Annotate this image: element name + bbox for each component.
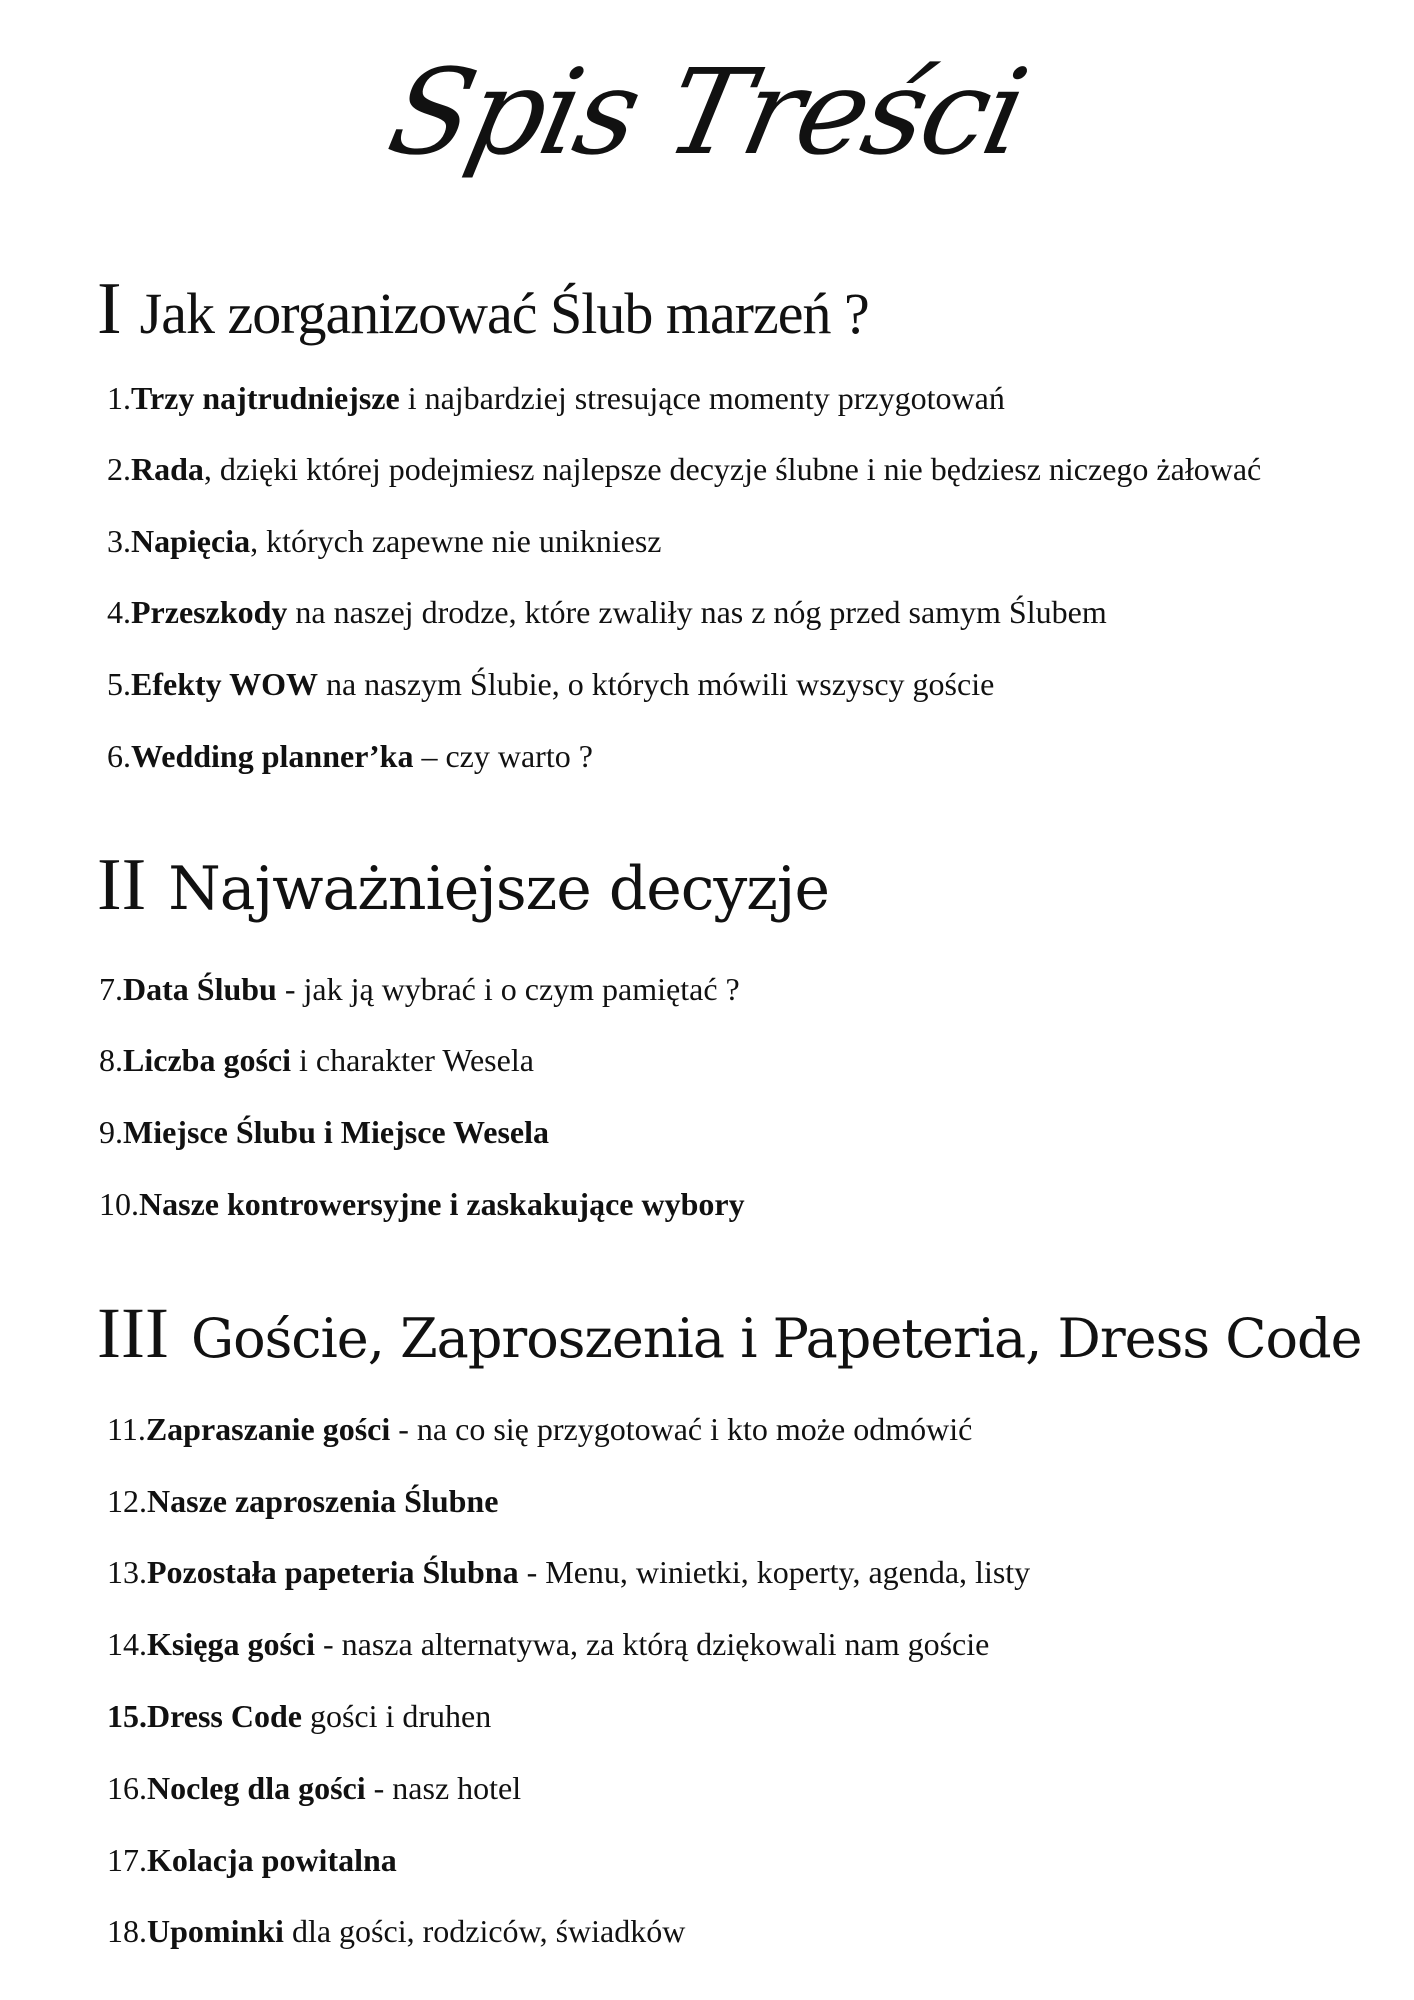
- toc-item: [107, 1840, 397, 1880]
- item-text: - nasz hotel: [365, 1770, 522, 1806]
- item-number: 12.: [107, 1483, 147, 1519]
- toc-item: [107, 449, 1261, 489]
- section-numeral: II: [97, 844, 147, 926]
- item-bold-text: Miejsce Ślubu i Miejsce Wesela: [123, 1114, 549, 1150]
- section-heading-1: [97, 268, 869, 350]
- item-bold-text: Wedding planner’ka: [131, 738, 414, 774]
- item-text: , dzięki której podejmiesz najlepsze decyzje ślubne i nie będziesz niczego żałować: [203, 451, 1262, 487]
- page-title: Spis Treści: [378, 43, 1036, 181]
- item-bold-text: Liczba gości: [123, 1042, 291, 1078]
- toc-item: [107, 378, 1005, 418]
- section-heading-3: [97, 1293, 1362, 1373]
- item-bold-text: Upominki: [147, 1913, 284, 1949]
- item-number: 2.: [107, 451, 131, 487]
- item-text: na naszej drodze, które zwaliły nas z nóg przed samym Ślubem: [287, 594, 1107, 630]
- item-number: 5.: [107, 666, 131, 702]
- toc-item: [107, 1624, 989, 1664]
- section-title: Jak zorganizować Ślub marzeń ?: [139, 281, 869, 346]
- toc-item: [107, 592, 1107, 632]
- toc-item: [107, 1911, 685, 1951]
- item-text: – czy warto ?: [413, 738, 593, 774]
- section-numeral: I: [97, 268, 122, 350]
- item-number: 7.: [99, 971, 123, 1007]
- item-text: i charakter Wesela: [290, 1042, 534, 1078]
- item-bold-text: Nocleg dla gości: [147, 1770, 366, 1806]
- item-bold-text: Rada: [131, 451, 204, 487]
- item-number: 3.: [107, 523, 131, 559]
- item-text: - na co się przygotować i kto może odmówić: [390, 1411, 973, 1447]
- item-number: 14.: [107, 1626, 147, 1662]
- toc-item: [99, 969, 740, 1009]
- toc-item: [107, 1696, 491, 1736]
- toc-item: [107, 1481, 498, 1521]
- item-number: 16.: [107, 1770, 147, 1806]
- section-title: Goście, Zaproszenia i Papeteria, Dress Code: [190, 1307, 1362, 1370]
- item-number: 17.: [107, 1842, 147, 1878]
- item-bold-text: Efekty WOW: [131, 666, 318, 702]
- section-numeral: III: [97, 1293, 169, 1373]
- item-number: 1.: [107, 380, 131, 416]
- item-number: 11.: [107, 1411, 146, 1447]
- item-number: 9.: [99, 1114, 123, 1150]
- item-text: - Menu, winietki, koperty, agenda, listy: [518, 1554, 1031, 1590]
- section-heading-2: [97, 844, 829, 926]
- item-bold-text: Pozostała papeteria Ślubna: [147, 1554, 519, 1590]
- section-title: Najważniejsze decyzje: [168, 854, 829, 924]
- item-bold-text: Nasze zaproszenia Ślubne: [147, 1483, 499, 1519]
- item-bold-text: Data Ślubu: [123, 971, 277, 1007]
- item-bold-text: Przeszkody: [131, 594, 288, 630]
- item-bold-text: 15.Dress Code: [107, 1698, 302, 1734]
- item-number: 10.: [99, 1186, 139, 1222]
- item-bold-text: Napięcia: [131, 523, 251, 559]
- item-number: 4.: [107, 594, 131, 630]
- item-text: i najbardziej stresujące momenty przygotowań: [399, 380, 1005, 416]
- toc-item: [107, 1552, 1030, 1592]
- item-number: 18.: [107, 1913, 147, 1949]
- toc-item: [107, 664, 994, 704]
- item-text: - jak ją wybrać i o czym pamiętać ?: [276, 971, 740, 1007]
- item-text: gości i druhen: [301, 1698, 492, 1734]
- toc-item: [107, 1409, 972, 1449]
- toc-item: [107, 521, 662, 561]
- item-bold-text: Księga gości: [147, 1626, 315, 1662]
- item-text: dla gości, rodziców, świadków: [283, 1913, 686, 1949]
- item-text: - nasza alternatywa, za którą dziękowali nam goście: [314, 1626, 990, 1662]
- item-text: na naszym Ślubie, o których mówili wszyscy goście: [317, 666, 995, 702]
- item-number: 13.: [107, 1554, 147, 1590]
- toc-item: [107, 736, 593, 776]
- item-bold-text: Trzy najtrudniejsze: [131, 380, 400, 416]
- item-number: 6.: [107, 738, 131, 774]
- toc-item: [99, 1040, 534, 1080]
- item-number: 8.: [99, 1042, 123, 1078]
- item-bold-text: Nasze kontrowersyjne i zaskakujące wybory: [139, 1186, 745, 1222]
- item-text: , których zapewne nie unikniesz: [250, 523, 662, 559]
- item-bold-text: Kolacja powitalna: [147, 1842, 397, 1878]
- toc-item: [99, 1112, 549, 1152]
- toc-item: [107, 1768, 521, 1808]
- toc-item: [99, 1184, 745, 1224]
- item-bold-text: Zapraszanie gości: [145, 1411, 391, 1447]
